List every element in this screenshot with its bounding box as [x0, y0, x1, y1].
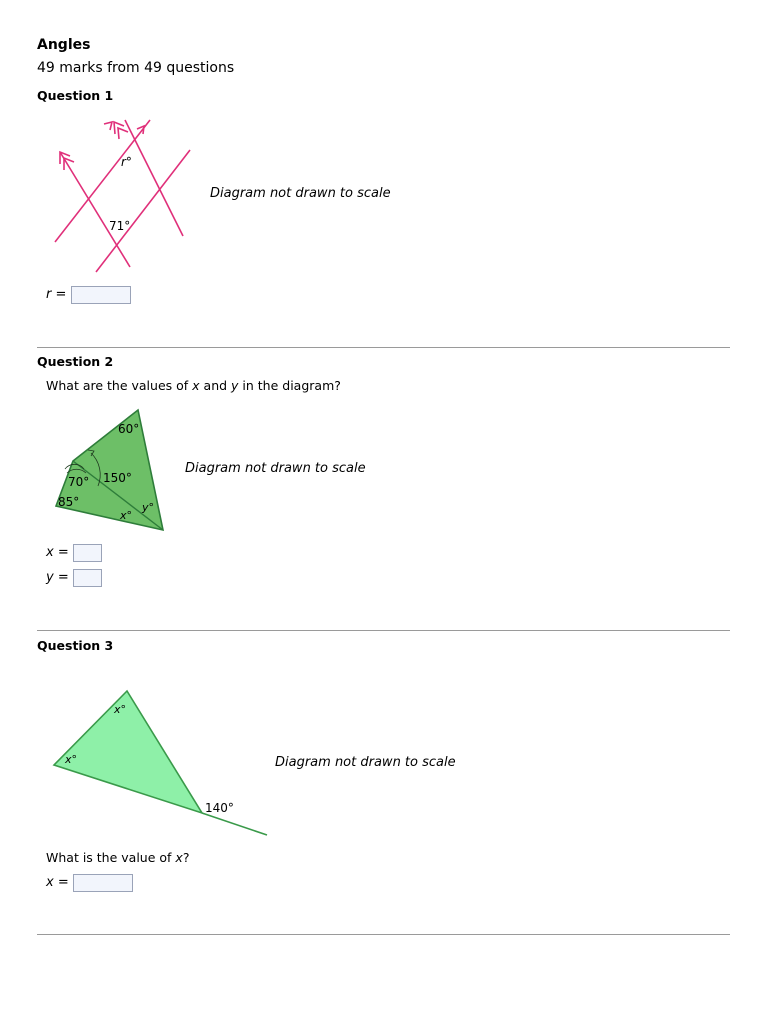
question-1-r-input[interactable]: [71, 286, 131, 304]
question-2-x-label: x =: [46, 545, 69, 560]
question-3-prompt: [46, 850, 189, 865]
q1-arrow-d2: [118, 128, 128, 139]
q2-angle-y-label: y°: [142, 501, 155, 514]
question-3-x-label: x =: [46, 875, 69, 890]
question-3-scale-note: Diagram not drawn to scale: [275, 755, 456, 770]
q2-angle-70-label: 70°: [68, 475, 90, 489]
question-1-heading: Question 1: [37, 88, 114, 103]
q3-prompt-text: What is the value of: [46, 850, 176, 865]
question-2-scale-note: Diagram not drawn to scale: [185, 461, 366, 476]
q1-line-c: [60, 152, 130, 267]
q2-angle-85-label: 85°: [58, 495, 80, 509]
q1-line-a: [55, 120, 150, 242]
question-1-scale-note: Diagram not drawn to scale: [210, 186, 391, 201]
question-1-r-label: r =: [46, 287, 67, 302]
q2-prompt-var-x: x: [192, 378, 200, 393]
divider-1: [37, 347, 730, 348]
q2-angle-60-label: 60°: [118, 422, 140, 436]
q3-prompt-text: ?: [182, 850, 190, 865]
q3-angle-x-left-label: x°: [65, 753, 78, 766]
divider-3: [37, 934, 730, 935]
question-2-heading: Question 2: [37, 354, 114, 369]
q1-angle-71-label: 71°: [109, 219, 131, 233]
q2-prompt-text: What are the values of: [46, 378, 193, 393]
q3-extended-side: [202, 813, 267, 835]
q2-prompt-var-y: y: [231, 378, 239, 393]
q2-prompt-text: and: [199, 378, 232, 393]
q3-prompt-var-x: x: [175, 850, 183, 865]
q1-angle-r-label: r°: [121, 155, 132, 169]
question-1-diagram: [40, 112, 210, 282]
q2-angle-150-label: 150°: [103, 471, 132, 485]
q1-line-b: [96, 150, 190, 272]
question-3-x-input[interactable]: [73, 874, 133, 892]
q2-prompt-text: in the diagram?: [238, 378, 341, 393]
question-2-diagram: [50, 405, 170, 535]
divider-2: [37, 630, 730, 631]
question-2-y-input[interactable]: [73, 569, 102, 587]
question-3-heading: Question 3: [37, 638, 114, 653]
question-3-diagram: [50, 685, 275, 845]
q3-angle-140-label: 140°: [205, 801, 234, 815]
page-subtitle: 49 marks from 49 questions: [37, 60, 235, 76]
q1-line-d: [125, 120, 183, 236]
q1-arrow-a: [104, 122, 112, 130]
question-2-prompt: [46, 378, 341, 393]
q3-triangle: [54, 691, 202, 813]
question-2-y-label: y =: [46, 570, 69, 585]
q3-angle-x-top-label: x°: [114, 703, 127, 716]
question-2-x-input[interactable]: [73, 544, 102, 562]
page-title: Angles: [37, 37, 91, 53]
q2-angle-x-label: x°: [120, 509, 133, 522]
